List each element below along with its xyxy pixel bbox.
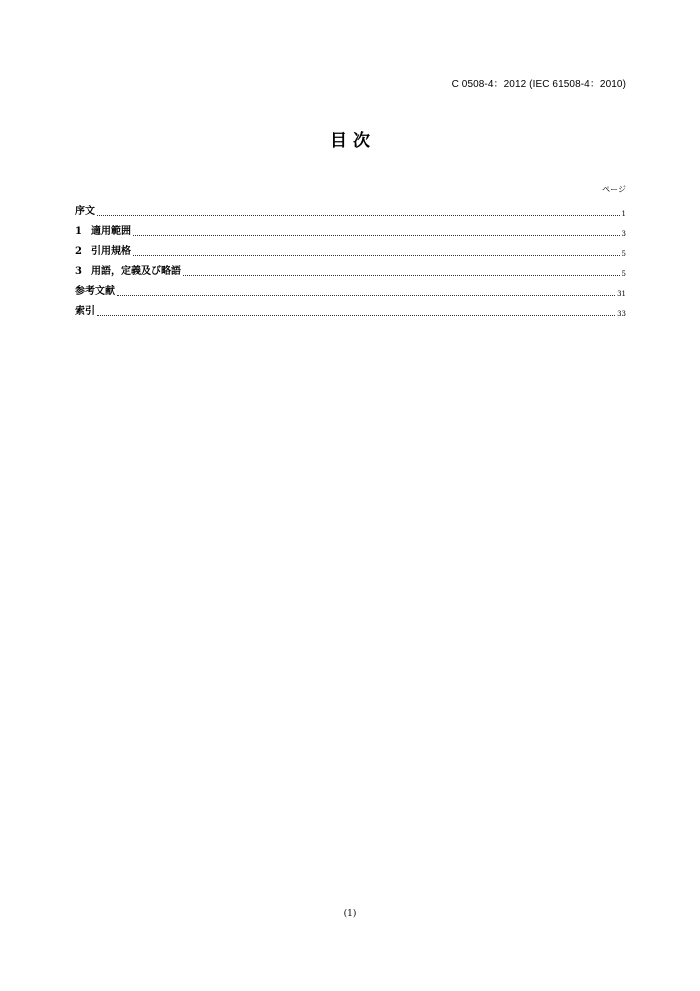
toc-leader-dots [133, 254, 620, 256]
toc-entry-number: 1 [75, 226, 82, 237]
toc-entry-page: 33 [617, 310, 626, 318]
toc-leader-dots [183, 274, 620, 276]
toc-entry-page: 3 [621, 230, 626, 238]
toc-entry-normative-references[interactable] [75, 239, 626, 259]
toc-leader-dots [117, 294, 615, 296]
toc-entry-bibliography[interactable] [75, 279, 626, 299]
page-column-label: ページ [602, 185, 626, 194]
toc-leader-dots [133, 234, 620, 236]
toc-leader-dots [97, 214, 620, 216]
toc-entry-page: 1 [621, 210, 626, 218]
toc-entry-label: 参考文献 [75, 286, 115, 297]
toc-leader-dots [97, 314, 615, 316]
table-of-contents [75, 199, 626, 319]
toc-entry-scope[interactable] [75, 219, 626, 239]
toc-entry-preface[interactable] [75, 199, 626, 219]
toc-entry-label: 引用規格 [91, 246, 131, 257]
toc-entry-terms-definitions[interactable] [75, 259, 626, 279]
toc-entry-number: 2 [75, 246, 82, 257]
page-number: (1) [343, 909, 357, 919]
standard-identifier: C 0508-4：2012 (IEC 61508-4：2010) [451, 79, 626, 90]
toc-entry-page: 5 [621, 270, 626, 278]
page-title: 目 次 [330, 131, 370, 151]
toc-entry-number: 3 [75, 266, 82, 277]
toc-entry-label: 適用範囲 [91, 226, 131, 237]
toc-entry-index[interactable] [75, 299, 626, 319]
toc-entry-page: 31 [617, 290, 626, 298]
toc-entry-page: 5 [621, 250, 626, 258]
toc-entry-label: 序文 [75, 206, 95, 217]
toc-entry-label: 用語，定義及び略語 [91, 266, 181, 277]
toc-entry-label: 索引 [75, 306, 95, 317]
